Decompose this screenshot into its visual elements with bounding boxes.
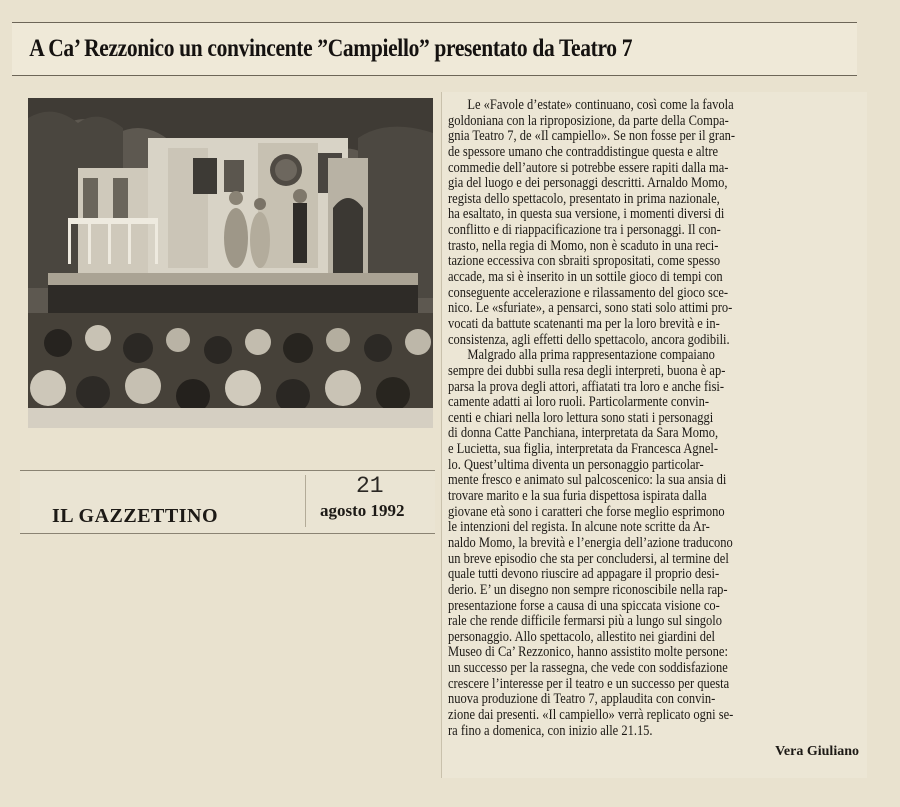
- article-line: centi e chiari nella loro lettura sono stati i personaggi: [448, 409, 714, 426]
- article-line: le intenzioni del regista. In alcune note scritte da Ar-: [448, 519, 710, 536]
- article-body: [448, 98, 867, 739]
- article-line: crescere l’interesse per il teatro e un successo per questa: [448, 675, 730, 692]
- article-line: consistenza, agli effetti dello spettacolo, ancora godibili.: [448, 331, 730, 348]
- article-line: un successo per la rassegna, che vede con soddisfazione: [448, 660, 728, 677]
- article-line: mente fresco e animato sul palcoscenico: la sua ansia di: [448, 472, 727, 489]
- article-line: un breve episodio che sta per concludersi, al termine del: [448, 550, 729, 567]
- article-line: trovare marito e la sua furia dispettosa ispirata dalla: [448, 488, 707, 505]
- article-line: commedie dell’autore si potrebbe essere rapiti dalla ma-: [448, 159, 729, 176]
- article-line: ra fino a domenica, con inizio alle 21.15.: [448, 722, 653, 739]
- date-month-year: agosto 1992: [320, 501, 405, 520]
- article-line: e Lucietta, sua figlia, interpretata da Francesca Agnel-: [448, 441, 719, 458]
- article-line: parsa la prova degli attori, affiatati tra loro e anche fisi-: [448, 378, 725, 395]
- article-column: [441, 92, 867, 778]
- article-line: Museo di Ca’ Rezzonico, hanno assistito molte persone:: [448, 644, 728, 661]
- article-line: di donna Catte Panchiana, interpretata da Sara Momo,: [448, 425, 719, 442]
- article-line: goldoniana con la riproposizione, da parte della Compa-: [448, 112, 729, 129]
- article-line: zione dai presenti. «Il campiello» verrà replicato ogni se-: [448, 706, 734, 723]
- article-line: sempre dei dubbi sulla resa degli interpreti, buona è ap-: [448, 362, 726, 379]
- article-line: ha esaltato, in questa sua versione, i momenti diversi di: [448, 206, 725, 223]
- article-line: presentazione forse a causa di una spiccata visione co-: [448, 597, 720, 614]
- article-line: tazione eccessiva con sbraiti spropositati, come spesso: [448, 253, 721, 270]
- article-line: giovane età sono i caratteri che forse meglio esprimono: [448, 503, 725, 520]
- headline: A Ca’ Rezzonico un convincente ”Campiello” presentato da Teatro 7: [29, 35, 633, 62]
- article-line: rale che rende difficile fermarsi più a lungo sul singolo: [448, 613, 723, 630]
- article-line: de spessore umano che contraddistingue questa e altre: [448, 143, 719, 160]
- article-line: naldo Momo, la brevità e l’energia dell’azione traducono: [448, 534, 733, 551]
- article-line: vocati da battute scatenanti ma per la loro brevità e in-: [448, 315, 720, 332]
- article-line: regista dello spettacolo, presentato in prima nazionale,: [448, 190, 720, 207]
- article-line: Le «Favole d’estate» continuano, così come la favola: [467, 97, 734, 113]
- article-line: personaggio. Allo spettacolo, allestito nei giardini del: [448, 628, 715, 645]
- newspaper-name: IL GAZZETTINO: [52, 505, 219, 527]
- article-line: trasto, nella regia di Momo, non è scaduto in una reci-: [448, 237, 719, 254]
- byline: Vera Giuliano: [775, 744, 859, 759]
- masthead-divider: [305, 475, 306, 527]
- article-line: Malgrado alla prima rappresentazione compaiano: [467, 347, 715, 364]
- article-line: conseguente accelerazione e rilassamento del gioco sce-: [448, 284, 729, 301]
- date-day: 21: [356, 473, 384, 499]
- article-line: conflitto e di riappacificazione tra i personaggi. Il con-: [448, 222, 721, 239]
- article-line: gia del luogo e dei personaggi descritti. Arnaldo Momo,: [448, 175, 728, 192]
- article-line: gnia Teatro 7, de «Il campiello». Se non fosse per il gran-: [448, 128, 736, 145]
- article-line: nico. Le «sfuriate», a pensarci, sono stati solo attimi pro-: [448, 300, 733, 317]
- article-line: lo. Quest’ultima diventa un personaggio particolar-: [448, 456, 704, 473]
- stage-photo: [28, 98, 433, 428]
- article-line: camente adatti ai loro ruoli. Particolarmente convin-: [448, 394, 710, 411]
- masthead-date-block: [20, 470, 435, 534]
- article-line: accade, ma si è inserito in un sottile gioco di tempi con: [448, 269, 723, 286]
- article-line: derio. E’ un disegno non sempre riconoscibile nella rap-: [448, 581, 728, 598]
- article-line: nuova produzione di Teatro 7, applaudita con convin-: [448, 691, 716, 708]
- headline-strip: [12, 22, 857, 76]
- article-line: quale tutti devono riuscire ad appagare il proprio desi-: [448, 566, 720, 583]
